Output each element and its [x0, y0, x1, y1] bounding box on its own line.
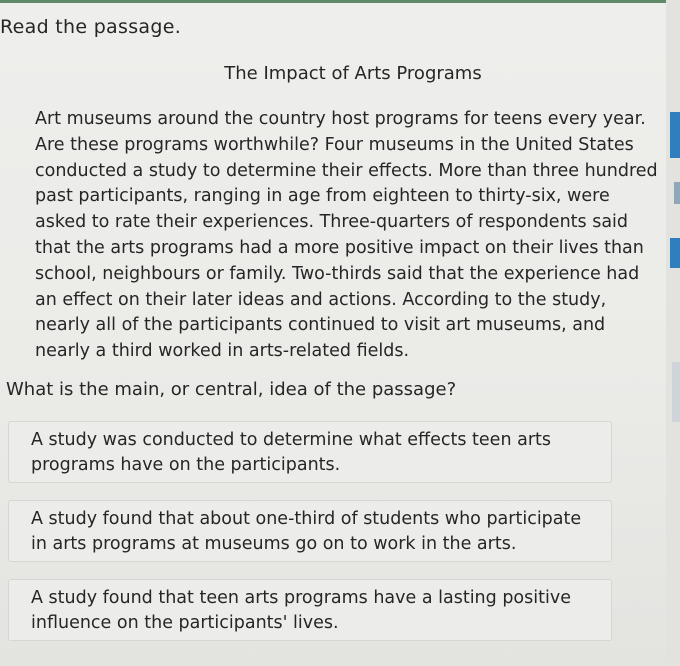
side-panel-tab[interactable]: [670, 238, 680, 268]
question-prompt: What is the main, or central, idea of the passage?: [6, 379, 457, 400]
answer-option-1[interactable]: A study was conducted to determine what effects teen arts programs have on the participants.: [8, 421, 612, 483]
answer-option-2[interactable]: A study found that about one-third of students who participate in arts programs at museums go on to work in the arts.: [8, 500, 612, 562]
side-panel-marker: [674, 182, 680, 204]
top-accent-bar: [0, 0, 680, 3]
passage-body: Art museums around the country host programs for teens every year. Are these programs worthwhile? Four museums in the United States conducted a study to determine their effects. More than three hundred past participants, ranging in age from eighteen to thirty-six, were asked to rate their experiences. Three-quarters of respondents said that the arts programs had a more positive impact on their lives than school, neighbours or family. Two-thirds said that the experience had an effect on their later ideas and actions. According to the study, nearly all of the participants continued to visit art museums, and nearly a third worked in arts-related fields.: [35, 109, 658, 362]
side-panel-marker: [672, 362, 680, 422]
passage-title: The Impact of Arts Programs: [224, 63, 482, 84]
answer-option-3[interactable]: A study found that teen arts programs have a lasting positive influence on the participants' lives.: [8, 579, 612, 641]
side-panel-tab[interactable]: [670, 112, 680, 158]
instruction-text: Read the passage.: [0, 16, 182, 38]
right-side-strip: [666, 0, 680, 666]
